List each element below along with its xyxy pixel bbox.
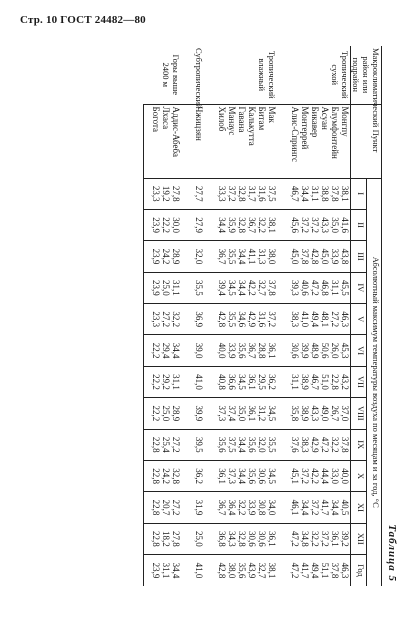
value-cell: 38,3 [300, 429, 310, 460]
value-cell: 41,0 [187, 366, 210, 397]
station-cell: Асуан [320, 104, 330, 178]
table-row [283, 46, 300, 586]
station-cell: Лхаса [161, 104, 171, 178]
value-cell: 41,0 [300, 304, 310, 335]
value-cell: 32,7 [257, 272, 267, 303]
value-cell: 36,1 [210, 460, 227, 491]
station-cell: Аддис-Абеба [171, 104, 187, 178]
value-cell: 20,7 [161, 492, 171, 523]
value-cell: 40,5 [340, 492, 351, 523]
station-column-header: Пункт [351, 104, 382, 178]
value-cell: 27,8 [171, 523, 187, 554]
value-cell: 36,7 [210, 241, 227, 272]
value-cell: 28,9 [171, 398, 187, 429]
region-cell: Тропический сухой [283, 46, 351, 104]
value-cell: 30,6 [283, 335, 300, 366]
value-cell: 26,0 [330, 335, 340, 366]
value-cell: 34,4 [300, 492, 310, 523]
table-label: Таблица 5 [386, 524, 398, 582]
value-cell: 37,8 [330, 178, 340, 209]
value-cell: 31,1 [161, 562, 171, 579]
value-cell: 32,0 [257, 429, 267, 460]
station-cell: Монтеррей [300, 104, 310, 178]
value-cell: 47,2 [320, 429, 330, 460]
value-cell: 36,1 [247, 366, 257, 397]
value-cell: 32,2 [310, 523, 320, 554]
value-cell: 33,3 [210, 178, 227, 209]
month-header: XI [351, 492, 367, 523]
value-cell: 34,5 [267, 398, 283, 429]
value-cell: 38,0 [227, 562, 237, 579]
value-cell: 26,7 [330, 398, 340, 429]
value-cell: 37,2 [310, 209, 320, 240]
value-cell: 31,6 [257, 178, 267, 209]
station-cell: Калькутта [247, 104, 257, 178]
value-cell: 37,2 [227, 178, 237, 209]
value-cell: 32,2 [171, 304, 187, 335]
value-cell: 37,8 [330, 562, 340, 579]
value-cell: 36,7 [210, 492, 227, 523]
value-cell: 48,1 [320, 304, 330, 335]
month-header: VIII [351, 398, 367, 429]
value-cell: 39,9 [300, 335, 310, 366]
table-row [210, 46, 227, 586]
value-cell: 46,7 [283, 178, 300, 209]
station-cell: Монгпу [340, 104, 351, 178]
value-cell: 31,1 [283, 366, 300, 397]
value-cell: 46,3 [340, 562, 350, 579]
value-cell: 46,3 [340, 304, 351, 335]
value-cell: 34,4 [237, 460, 247, 491]
value-cell: 47,2 [283, 523, 300, 554]
value-cell: 39,5 [187, 429, 210, 460]
station-cell: Мак [267, 104, 283, 178]
value-cell: 39,0 [187, 335, 210, 366]
value-cell: 27,2 [171, 429, 187, 460]
value-cell: 27,7 [187, 178, 210, 209]
value-cell: 34,5 [237, 366, 247, 397]
value-cell: 31,1 [171, 272, 187, 303]
rotated-table-block [28, 46, 398, 586]
value-cell: 34,8 [300, 523, 310, 554]
station-cell: Гавана [237, 104, 247, 178]
station-cell: Блумфонтейн [330, 104, 340, 178]
value-cell: 42,9 [247, 304, 257, 335]
value-cell: 33,0 [330, 460, 340, 491]
table-row [300, 46, 310, 586]
value-cell: 37,0 [340, 398, 351, 429]
table-row [237, 46, 247, 586]
value-cell: 31,7 [247, 178, 257, 209]
value-cell: 36,9 [187, 304, 210, 335]
value-cell: 44,4 [320, 460, 330, 491]
region-column-header: Макроклиматический район или подрайон [351, 48, 381, 128]
value-cell: 30,6 [257, 523, 267, 554]
value-cell: 46,7 [310, 366, 320, 397]
value-cell: 27,8 [171, 178, 187, 209]
value-cell: 36,1 [267, 523, 283, 554]
value-cell: 36,7 [247, 209, 257, 240]
value-cell: 35,9 [227, 209, 237, 240]
value-cell: 22,8 [144, 492, 162, 523]
value-cell: 23,9 [144, 209, 162, 240]
table-body [144, 46, 351, 586]
month-header: X [351, 460, 367, 491]
value-cell: 47,2 [290, 562, 300, 579]
value-cell: 46,8 [320, 272, 330, 303]
value-cell: 35,5 [227, 241, 237, 272]
month-header: IV [351, 272, 367, 303]
value-cell: 45,6 [283, 209, 300, 240]
value-cell: 41,0 [194, 562, 204, 579]
value-cell: 51,1 [320, 562, 330, 579]
value-cell: 36,1 [330, 523, 340, 554]
value-cell: 38,9 [300, 398, 310, 429]
value-cell: 39,9 [187, 398, 210, 429]
value-cell: 37,8 [267, 272, 283, 303]
value-cell: 24,2 [161, 460, 171, 491]
month-header: I [351, 178, 367, 209]
value-cell: 35,6 [247, 460, 257, 491]
value-cell: 18,2 [161, 523, 171, 554]
value-cell: 36,8 [210, 523, 227, 554]
value-cell: 38,1 [267, 209, 283, 240]
value-cell: 45,3 [340, 335, 351, 366]
month-header: IX [351, 429, 367, 460]
value-cell: 42,8 [310, 241, 320, 272]
value-cell: 37,2 [300, 209, 310, 240]
value-cell: 34,4 [237, 272, 247, 303]
value-cell: 25,4 [161, 429, 171, 460]
value-cell: 39,4 [210, 272, 227, 303]
value-cell: 31,1 [330, 272, 340, 303]
value-cell: 41,6 [340, 209, 351, 240]
value-cell: 34,0 [267, 492, 283, 523]
value-cell: 27,2 [330, 304, 340, 335]
value-cell: 35,5 [187, 272, 210, 303]
value-cell: 43,9 [247, 562, 257, 579]
value-cell: 48,9 [310, 335, 320, 366]
table-row [320, 46, 330, 586]
value-cell: 31,6 [257, 304, 267, 335]
value-cell: 45,5 [340, 272, 351, 303]
value-cell: 38,9 [300, 366, 310, 397]
region-cell: Горы выше 2400 м [144, 46, 188, 104]
value-cell: 35,6 [237, 562, 247, 579]
value-cell: 23,9 [144, 555, 162, 587]
value-cell: 35,5 [267, 429, 283, 460]
value-cell: 27,2 [171, 492, 187, 523]
value-cell: 27,2 [161, 304, 171, 335]
value-cell: 34,4 [171, 562, 181, 579]
table-row [161, 46, 171, 586]
value-cell: 32,8 [237, 209, 247, 240]
temperature-table [143, 46, 382, 586]
value-cell: 35,5 [227, 304, 237, 335]
value-cell: 42,2 [310, 460, 320, 491]
value-cell: 42,2 [247, 272, 257, 303]
value-cell: 34,3 [227, 523, 237, 554]
value-cell: 32,8 [237, 523, 247, 554]
value-cell: 32,7 [257, 562, 267, 579]
value-cell: 42,8 [217, 562, 227, 579]
value-cell: 45,0 [283, 241, 300, 272]
value-cell: 41,7 [320, 492, 330, 523]
month-header: V [351, 304, 367, 335]
value-cell: 38,0 [267, 241, 283, 272]
value-cell: 37,2 [310, 492, 320, 523]
value-cell: 34,4 [237, 241, 247, 272]
value-cell: 42,8 [210, 304, 227, 335]
value-cell: 40,0 [340, 460, 351, 491]
value-cell: 23,3 [144, 178, 162, 209]
value-cell: 49,4 [310, 562, 320, 579]
station-cell: Битам [257, 104, 267, 178]
value-cell: 51,0 [320, 366, 330, 397]
value-cell: 40,8 [210, 366, 227, 397]
value-cell: 30,0 [171, 209, 187, 240]
value-cell: 32,8 [171, 460, 187, 491]
month-header: III [351, 241, 367, 272]
value-cell: 50,6 [320, 335, 330, 366]
value-cell: 37,2 [320, 523, 330, 554]
value-cell: 36,7 [247, 335, 257, 366]
value-cell: 36,1 [247, 398, 257, 429]
value-cell: 37,8 [300, 241, 310, 272]
value-cell: 35,0 [330, 209, 340, 240]
value-cell: 32,0 [187, 241, 210, 272]
value-cell: 40,0 [210, 335, 227, 366]
value-cell: 36,1 [267, 335, 283, 366]
value-cell: 25,0 [161, 398, 171, 429]
value-cell: 42,9 [310, 429, 320, 460]
value-cell: 34,4 [300, 178, 310, 209]
month-header: II [351, 209, 367, 240]
value-cell: 39,2 [340, 523, 351, 554]
value-cell: 28,8 [257, 335, 267, 366]
table-row [187, 46, 210, 586]
month-header: VI [351, 335, 367, 366]
value-cell: 37,5 [267, 178, 283, 209]
value-cell: 34,5 [227, 272, 237, 303]
value-cell: 27,9 [187, 209, 210, 240]
value-cell: 34,4 [210, 209, 227, 240]
value-cell: 22,2 [144, 335, 162, 366]
value-cell: 22,8 [144, 523, 162, 554]
value-cell: 40,6 [300, 272, 310, 303]
station-cell: Алис-Спрингс [283, 104, 300, 178]
value-cell: 30,8 [257, 492, 267, 523]
page-header: Стр. 10 ГОСТ 24482—80 [20, 14, 146, 26]
table-row [171, 46, 187, 586]
value-cell: 33,9 [227, 335, 237, 366]
value-cell: 32,2 [257, 209, 267, 240]
table-row [267, 46, 283, 586]
value-cell: 49,0 [320, 398, 330, 429]
value-cell: 47,2 [310, 272, 320, 303]
region-cell: Субтропический [187, 46, 210, 104]
month-header: VII [351, 366, 367, 397]
table-row [257, 46, 267, 586]
value-cell: 43,2 [340, 366, 351, 397]
value-cell: 32,8 [237, 178, 247, 209]
value-cell: 35,6 [210, 429, 227, 460]
value-cell: 36,2 [187, 460, 210, 491]
value-cell: 31,1 [310, 178, 320, 209]
value-cell: 31,1 [171, 366, 187, 397]
value-cell: 31,9 [187, 492, 210, 523]
value-cell: 22,2 [144, 398, 162, 429]
value-cell: 25,0 [187, 523, 210, 554]
value-cell: 46,1 [283, 492, 300, 523]
value-cell: 30,6 [257, 460, 267, 491]
value-cell: 34,4 [330, 492, 340, 523]
table-row [247, 46, 257, 586]
value-cell: 23,3 [144, 304, 162, 335]
value-cell: 34,4 [237, 429, 247, 460]
value-cell: 38,1 [340, 178, 351, 209]
value-cell: 24,2 [161, 241, 171, 272]
value-cell: 29,5 [257, 366, 267, 397]
station-cell: Чжицзян [187, 104, 210, 178]
table-row [330, 46, 340, 586]
value-cell: 22,2 [144, 366, 162, 397]
value-cell: 37,8 [340, 429, 351, 460]
value-cell: 36,2 [267, 366, 283, 397]
value-cell: 38,3 [283, 304, 300, 335]
value-cell: 33,9 [330, 241, 340, 272]
month-header: XII [351, 523, 367, 554]
value-cell: 36,6 [227, 366, 237, 397]
value-cell: 38,8 [320, 178, 330, 209]
value-cell: 25,0 [161, 272, 171, 303]
value-cell: 36,4 [227, 492, 237, 523]
value-cell: 37,2 [267, 304, 283, 335]
value-cell: 37,2 [300, 460, 310, 491]
value-cell: 37,5 [227, 429, 237, 460]
value-cell: 37,3 [210, 398, 227, 429]
value-cell: 19,2 [161, 178, 171, 209]
value-cell: 43,3 [310, 398, 320, 429]
value-cell: 33,9 [247, 492, 257, 523]
value-cell: 34,6 [237, 304, 247, 335]
value-cell: 35,0 [237, 398, 247, 429]
value-cell: 34,4 [171, 335, 187, 366]
value-cell: 37,3 [227, 460, 237, 491]
value-cell: 49,4 [310, 304, 320, 335]
value-cell: 22,8 [144, 460, 162, 491]
value-cell: 35,8 [283, 398, 300, 429]
value-cell: 41,7 [300, 562, 310, 579]
temperature-column-title: Абсолютный максимум температуры воздуха по месяцам и за год, °С [367, 178, 382, 586]
value-cell: 22,8 [330, 366, 340, 397]
value-cell: 43,3 [320, 209, 330, 240]
value-cell: 38,1 [267, 562, 277, 579]
month-header: Год [351, 555, 367, 587]
value-cell: 35,6 [247, 429, 257, 460]
value-cell: 41,1 [247, 241, 257, 272]
station-cell: Манаус [227, 104, 237, 178]
value-cell: 31,2 [257, 398, 267, 429]
value-cell: 32,2 [330, 429, 340, 460]
value-cell: 35,6 [237, 335, 247, 366]
value-cell: 29,2 [161, 366, 171, 397]
station-cell: Богота [144, 104, 162, 178]
value-cell: 31,3 [257, 241, 267, 272]
value-cell: 22,2 [161, 209, 171, 240]
station-cell: Хилоб [210, 104, 227, 178]
value-cell: 28,9 [171, 241, 187, 272]
value-cell: 23,9 [144, 241, 162, 272]
value-cell: 45,0 [320, 241, 330, 272]
value-cell: 23,9 [144, 272, 162, 303]
value-cell: 22,8 [144, 429, 162, 460]
value-cell: 45,1 [283, 460, 300, 491]
value-cell: 29,4 [161, 335, 171, 366]
table-row [340, 46, 351, 586]
value-cell: 30,6 [247, 523, 257, 554]
value-cell: 39,3 [283, 272, 300, 303]
region-cell: Тропический влажный [210, 46, 283, 104]
value-cell: 37,6 [283, 429, 300, 460]
table-row [310, 46, 320, 586]
value-cell: 43,8 [340, 241, 351, 272]
value-cell: 34,5 [267, 460, 283, 491]
station-cell: Бикавер [310, 104, 320, 178]
table-row [227, 46, 237, 586]
value-cell: 37,4 [227, 398, 237, 429]
value-cell: 32,2 [237, 492, 247, 523]
table-row [144, 46, 162, 586]
